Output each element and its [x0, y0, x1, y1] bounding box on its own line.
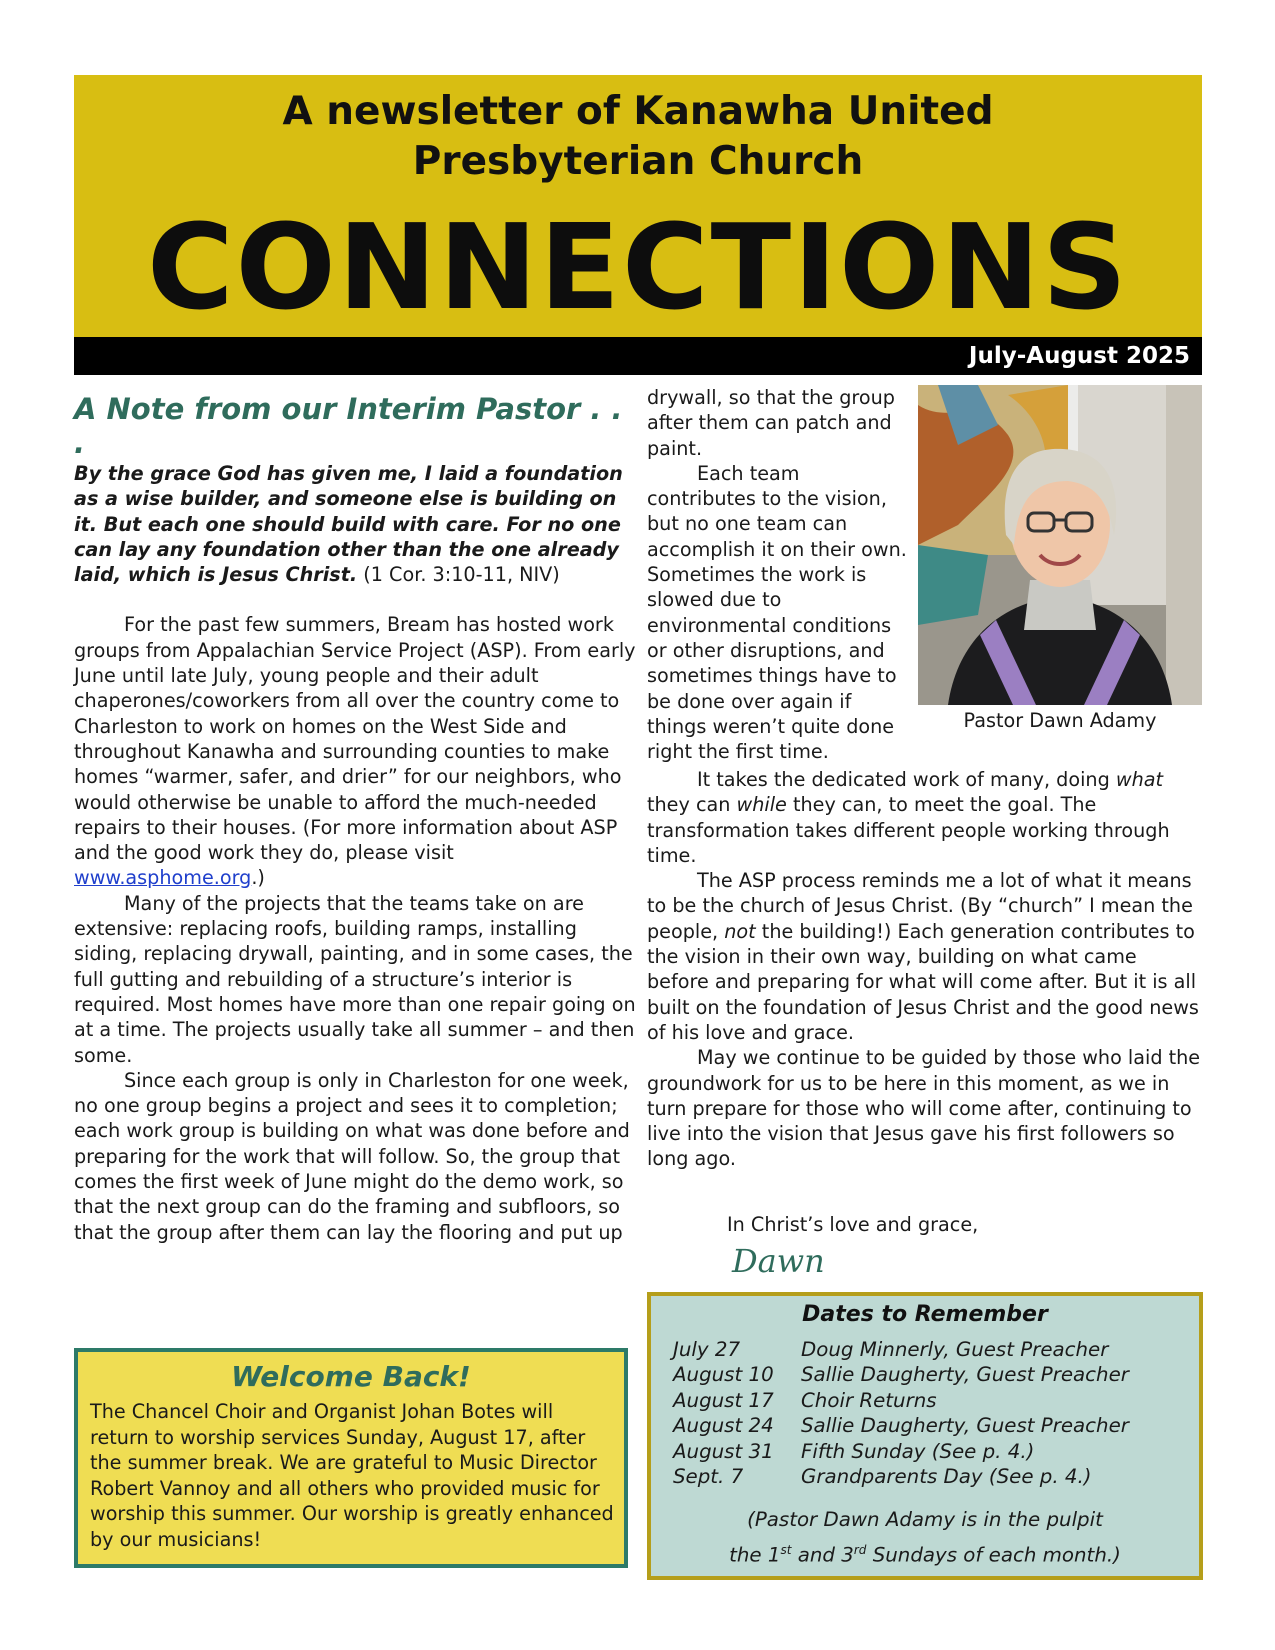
- scripture-reference: (1 Cor. 3:10-11, NIV): [363, 563, 560, 587]
- article-column-3: [647, 767, 1203, 1172]
- article-paragraph: May we continue to be guided by those who laid the groundwork for us to be here in this moment, as we in turn prepare for those who will come after, continuing to live into the vision that Jesus gave his first followers so long ago.: [647, 1046, 1201, 1171]
- article-paragraph: Each team contributes to the vision, but no one team can accomplish it on their own. Sometimes the work is slowed due to environmental conditions or other disruptions, and sometimes things have to be done over again if things weren’t quite done right the first time.: [647, 461, 907, 764]
- newsletter-title: CONNECTIONS: [146, 198, 1130, 336]
- date-item: August 24 Sallie Daugherty, Guest Preacher: [673, 1414, 1129, 1438]
- article-paragraph: drywall, so that the group after them can patch and paint.: [647, 386, 895, 460]
- date-item: August 17 Choir Returns: [673, 1388, 937, 1412]
- pastor-photo: [918, 385, 1202, 705]
- date-item: Sept. 7 Grandparents Day (See p. 4.): [673, 1464, 1092, 1488]
- scripture-quote: By the grace God has given me, I laid a foundation as a wise builder, and someone else is building on it. But each one should build with care. For no one can lay any foundation other than the one already laid, which is Jesus Christ. (1 Cor. 3:10-11, NIV): [74, 462, 623, 587]
- issue-date-bar: [74, 337, 1202, 375]
- pulpit-note: (Pastor Dawn Adamy is in the pulpit the 1st and 3rd Sundays of each month.): [729, 1508, 1121, 1567]
- masthead-subtitle-line1: A newsletter of Kanawha United: [282, 89, 994, 134]
- article-paragraph: Since each group is only in Charleston for one week, no one group begins a project and sees it to completion; each work group is building on what was done before and preparing for the work that will follow. So, the group that comes the first week of June might do the demo work, so that the next group can do the framing and subfloors, so that the group after them can lay the flooring and put up: [74, 1068, 630, 1244]
- masthead: [74, 75, 1202, 337]
- article-paragraph: The ASP process reminds me a lot of what it means to be the church of Jesus Christ. (By “church” I mean the people, not the building!) Each generation contributes to the vision in their own way, building on what came before and preparing for what will come after. But it is all built on the foundation of Jesus Christ and the good news of his love and grace.: [647, 869, 1199, 1044]
- dates-heading: Dates to Remember: [802, 1302, 1048, 1327]
- welcome-body: The Chancel Choir and Organist Johan Botes will return to worship services Sunday, August 17, after the summer break. We are grateful to Music Director Robert Vannoy and all others who provided music for worship this summer. Our worship is greatly enhanced by our musicians!: [90, 1400, 614, 1551]
- photo-caption: Pastor Dawn Adamy: [963, 709, 1157, 732]
- date-item: August 31 Fifth Sunday (See p. 4.): [673, 1439, 1035, 1463]
- asp-website-link[interactable]: www.asphome.org: [74, 866, 252, 890]
- welcome-heading: Welcome Back!: [231, 1360, 471, 1393]
- dates-to-remember-box: [647, 1292, 1203, 1580]
- welcome-back-box: [74, 1348, 628, 1568]
- pastor-portrait-image: [918, 385, 1202, 705]
- article-column-2: [647, 385, 913, 764]
- date-item: August 10 Sallie Daugherty, Guest Preacher: [673, 1363, 1129, 1387]
- article-column-1: [74, 461, 638, 1245]
- masthead-subtitle: [74, 87, 1202, 187]
- closing-line: In Christ’s love and grace,: [727, 1213, 979, 1236]
- date-item: July 27 Doug Minnerly, Guest Preacher: [673, 1338, 1109, 1361]
- article-paragraph: It takes the dedicated work of many, doing what they can while they can, to meet the goal. The transformation takes different people working through time.: [647, 768, 1170, 867]
- masthead-subtitle-line2: Presbyterian Church: [412, 139, 864, 184]
- issue-date: July-August 2025: [968, 343, 1190, 369]
- article-paragraph: Many of the projects that the teams take on are extensive: replacing roofs, building ramps, installing siding, replacing drywall, painting, and in some cases, the full gutting and rebuilding of a structure’s interior is required. Most homes have more than one repair going on at a time. The projects usually take all summer – and then some.: [74, 891, 636, 1067]
- article-paragraph: For the past few summers, Bream has hosted work groups from Appalachian Service Project (ASP). From early June until late July, young people and their adult chaperones/coworkers from all over the country come to Charleston to work on homes on the West Side and throughout Kanawha and surrounding counties to make homes “warmer, safer, and drier” for our neighbors, who would otherwise be unable to afford the much-needed repairs to their houses. (For more information about ASP and the good work they do, please visit www.asphome.org.): [74, 613, 636, 890]
- pastor-signature: Dawn: [732, 1242, 825, 1280]
- article-heading: A Note from our Interim Pastor . . .: [74, 392, 623, 460]
